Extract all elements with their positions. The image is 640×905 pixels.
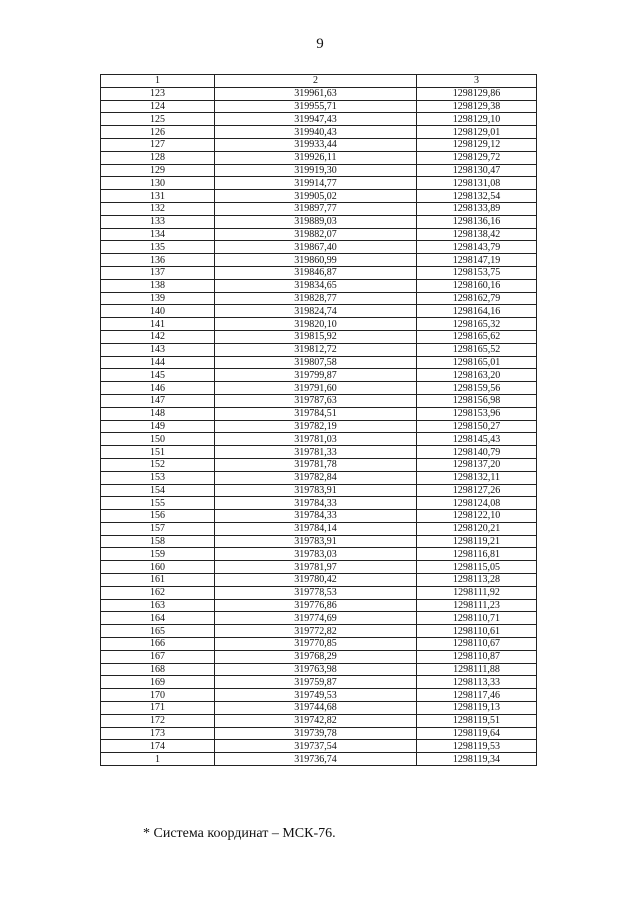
x-coordinate-cell: 319824,74 xyxy=(215,305,417,318)
point-number-cell: 131 xyxy=(101,190,215,203)
point-number-cell: 171 xyxy=(101,702,215,715)
point-number-cell: 145 xyxy=(101,369,215,382)
table-row xyxy=(101,663,537,676)
y-coordinate-cell: 1298130,47 xyxy=(417,164,537,177)
x-coordinate-cell: 319774,69 xyxy=(215,612,417,625)
table-row xyxy=(101,87,537,100)
point-number-cell: 174 xyxy=(101,740,215,753)
point-number-cell: 168 xyxy=(101,663,215,676)
y-coordinate-cell: 1298165,62 xyxy=(417,330,537,343)
table-row xyxy=(101,727,537,740)
table-row xyxy=(101,407,537,420)
table-row xyxy=(101,471,537,484)
x-coordinate-cell: 319905,02 xyxy=(215,190,417,203)
y-coordinate-cell: 1298129,12 xyxy=(417,138,537,151)
point-number-cell: 166 xyxy=(101,638,215,651)
y-coordinate-cell: 1298129,72 xyxy=(417,151,537,164)
y-coordinate-cell: 1298145,43 xyxy=(417,433,537,446)
x-coordinate-cell: 319784,33 xyxy=(215,510,417,523)
y-coordinate-cell: 1298137,20 xyxy=(417,458,537,471)
point-number-cell: 139 xyxy=(101,292,215,305)
x-coordinate-cell: 319828,77 xyxy=(215,292,417,305)
column-header: 2 xyxy=(215,75,417,88)
table-row xyxy=(101,138,537,151)
x-coordinate-cell: 319739,78 xyxy=(215,727,417,740)
y-coordinate-cell: 1298129,86 xyxy=(417,87,537,100)
y-coordinate-cell: 1298165,01 xyxy=(417,356,537,369)
x-coordinate-cell: 319772,82 xyxy=(215,625,417,638)
table-row xyxy=(101,484,537,497)
point-number-cell: 173 xyxy=(101,727,215,740)
point-number-cell: 125 xyxy=(101,113,215,126)
y-coordinate-cell: 1298111,23 xyxy=(417,599,537,612)
x-coordinate-cell: 319815,92 xyxy=(215,330,417,343)
y-coordinate-cell: 1298129,01 xyxy=(417,126,537,139)
x-coordinate-cell: 319742,82 xyxy=(215,714,417,727)
point-number-cell: 147 xyxy=(101,394,215,407)
point-number-cell: 169 xyxy=(101,676,215,689)
point-number-cell: 152 xyxy=(101,458,215,471)
x-coordinate-cell: 319778,53 xyxy=(215,586,417,599)
point-number-cell: 149 xyxy=(101,420,215,433)
y-coordinate-cell: 1298147,19 xyxy=(417,254,537,267)
y-coordinate-cell: 1298138,42 xyxy=(417,228,537,241)
table-row xyxy=(101,650,537,663)
x-coordinate-cell: 319736,74 xyxy=(215,753,417,766)
x-coordinate-cell: 319834,65 xyxy=(215,279,417,292)
y-coordinate-cell: 1298116,81 xyxy=(417,548,537,561)
point-number-cell: 142 xyxy=(101,330,215,343)
y-coordinate-cell: 1298163,20 xyxy=(417,369,537,382)
table-row xyxy=(101,599,537,612)
point-number-cell: 1 xyxy=(101,753,215,766)
point-number-cell: 160 xyxy=(101,561,215,574)
table-row xyxy=(101,356,537,369)
table-row xyxy=(101,548,537,561)
coordinates-table-body xyxy=(101,75,537,766)
y-coordinate-cell: 1298156,98 xyxy=(417,394,537,407)
table-row xyxy=(101,394,537,407)
point-number-cell: 146 xyxy=(101,382,215,395)
table-row xyxy=(101,625,537,638)
x-coordinate-cell: 319737,54 xyxy=(215,740,417,753)
x-coordinate-cell: 319860,99 xyxy=(215,254,417,267)
x-coordinate-cell: 319783,91 xyxy=(215,535,417,548)
x-coordinate-cell: 319961,63 xyxy=(215,87,417,100)
x-coordinate-cell: 319784,33 xyxy=(215,497,417,510)
table-row xyxy=(101,433,537,446)
x-coordinate-cell: 319882,07 xyxy=(215,228,417,241)
y-coordinate-cell: 1298143,79 xyxy=(417,241,537,254)
table-row xyxy=(101,497,537,510)
column-header: 3 xyxy=(417,75,537,88)
x-coordinate-cell: 319914,77 xyxy=(215,177,417,190)
x-coordinate-cell: 319768,29 xyxy=(215,650,417,663)
x-coordinate-cell: 319807,58 xyxy=(215,356,417,369)
y-coordinate-cell: 1298124,08 xyxy=(417,497,537,510)
table-row xyxy=(101,510,537,523)
table-row xyxy=(101,446,537,459)
table-row xyxy=(101,676,537,689)
x-coordinate-cell: 319781,78 xyxy=(215,458,417,471)
point-number-cell: 127 xyxy=(101,138,215,151)
y-coordinate-cell: 1298165,52 xyxy=(417,343,537,356)
point-number-cell: 155 xyxy=(101,497,215,510)
x-coordinate-cell: 319784,51 xyxy=(215,407,417,420)
y-coordinate-cell: 1298110,87 xyxy=(417,650,537,663)
x-coordinate-cell: 319947,43 xyxy=(215,113,417,126)
table-row xyxy=(101,740,537,753)
point-number-cell: 162 xyxy=(101,586,215,599)
table-row xyxy=(101,458,537,471)
y-coordinate-cell: 1298129,38 xyxy=(417,100,537,113)
x-coordinate-cell: 319781,03 xyxy=(215,433,417,446)
table-row xyxy=(101,266,537,279)
y-coordinate-cell: 1298113,33 xyxy=(417,676,537,689)
x-coordinate-cell: 319926,11 xyxy=(215,151,417,164)
page-number: 9 xyxy=(316,36,324,52)
x-coordinate-cell: 319919,30 xyxy=(215,164,417,177)
point-number-cell: 150 xyxy=(101,433,215,446)
point-number-cell: 128 xyxy=(101,151,215,164)
point-number-cell: 165 xyxy=(101,625,215,638)
x-coordinate-cell: 319820,10 xyxy=(215,318,417,331)
x-coordinate-cell: 319781,33 xyxy=(215,446,417,459)
point-number-cell: 170 xyxy=(101,689,215,702)
x-coordinate-cell: 319791,60 xyxy=(215,382,417,395)
y-coordinate-cell: 1298129,10 xyxy=(417,113,537,126)
point-number-cell: 135 xyxy=(101,241,215,254)
table-row xyxy=(101,151,537,164)
y-coordinate-cell: 1298153,75 xyxy=(417,266,537,279)
table-row xyxy=(101,126,537,139)
y-coordinate-cell: 1298165,32 xyxy=(417,318,537,331)
point-number-cell: 163 xyxy=(101,599,215,612)
y-coordinate-cell: 1298120,21 xyxy=(417,522,537,535)
point-number-cell: 172 xyxy=(101,714,215,727)
point-number-cell: 143 xyxy=(101,343,215,356)
y-coordinate-cell: 1298122,10 xyxy=(417,510,537,523)
table-row xyxy=(101,561,537,574)
table-row xyxy=(101,190,537,203)
x-coordinate-cell: 319776,86 xyxy=(215,599,417,612)
y-coordinate-cell: 1298115,05 xyxy=(417,561,537,574)
x-coordinate-cell: 319759,87 xyxy=(215,676,417,689)
y-coordinate-cell: 1298119,21 xyxy=(417,535,537,548)
point-number-cell: 138 xyxy=(101,279,215,292)
x-coordinate-cell: 319782,19 xyxy=(215,420,417,433)
table-row xyxy=(101,330,537,343)
point-number-cell: 144 xyxy=(101,356,215,369)
y-coordinate-cell: 1298140,79 xyxy=(417,446,537,459)
table-row xyxy=(101,586,537,599)
table-row xyxy=(101,113,537,126)
y-coordinate-cell: 1298119,13 xyxy=(417,702,537,715)
table-row xyxy=(101,241,537,254)
point-number-cell: 124 xyxy=(101,100,215,113)
table-row xyxy=(101,382,537,395)
point-number-cell: 158 xyxy=(101,535,215,548)
table-row xyxy=(101,254,537,267)
x-coordinate-cell: 319783,91 xyxy=(215,484,417,497)
y-coordinate-cell: 1298159,56 xyxy=(417,382,537,395)
table-row xyxy=(101,714,537,727)
point-number-cell: 132 xyxy=(101,202,215,215)
y-coordinate-cell: 1298110,67 xyxy=(417,638,537,651)
x-coordinate-cell: 319781,97 xyxy=(215,561,417,574)
point-number-cell: 159 xyxy=(101,548,215,561)
table-row xyxy=(101,305,537,318)
x-coordinate-cell: 319940,43 xyxy=(215,126,417,139)
table-row xyxy=(101,420,537,433)
x-coordinate-cell: 319897,77 xyxy=(215,202,417,215)
point-number-cell: 133 xyxy=(101,215,215,228)
column-header: 1 xyxy=(101,75,215,88)
point-number-cell: 136 xyxy=(101,254,215,267)
x-coordinate-cell: 319787,63 xyxy=(215,394,417,407)
x-coordinate-cell: 319780,42 xyxy=(215,574,417,587)
y-coordinate-cell: 1298119,53 xyxy=(417,740,537,753)
table-header-row xyxy=(101,75,537,88)
y-coordinate-cell: 1298111,88 xyxy=(417,663,537,676)
x-coordinate-cell: 319744,68 xyxy=(215,702,417,715)
table-row xyxy=(101,535,537,548)
y-coordinate-cell: 1298110,71 xyxy=(417,612,537,625)
point-number-cell: 140 xyxy=(101,305,215,318)
x-coordinate-cell: 319770,85 xyxy=(215,638,417,651)
table-row xyxy=(101,689,537,702)
x-coordinate-cell: 319784,14 xyxy=(215,522,417,535)
table-row xyxy=(101,228,537,241)
coordinates-table xyxy=(100,74,537,766)
point-number-cell: 157 xyxy=(101,522,215,535)
point-number-cell: 126 xyxy=(101,126,215,139)
y-coordinate-cell: 1298110,61 xyxy=(417,625,537,638)
x-coordinate-cell: 319933,44 xyxy=(215,138,417,151)
point-number-cell: 161 xyxy=(101,574,215,587)
table-row xyxy=(101,612,537,625)
table-row xyxy=(101,369,537,382)
table-row xyxy=(101,215,537,228)
table-row xyxy=(101,279,537,292)
point-number-cell: 151 xyxy=(101,446,215,459)
y-coordinate-cell: 1298132,11 xyxy=(417,471,537,484)
x-coordinate-cell: 319889,03 xyxy=(215,215,417,228)
x-coordinate-cell: 319763,98 xyxy=(215,663,417,676)
table-row xyxy=(101,164,537,177)
table-row xyxy=(101,100,537,113)
point-number-cell: 130 xyxy=(101,177,215,190)
y-coordinate-cell: 1298127,26 xyxy=(417,484,537,497)
coordinate-system-note: * Система координат – МСК-76. xyxy=(143,826,336,841)
y-coordinate-cell: 1298133,89 xyxy=(417,202,537,215)
y-coordinate-cell: 1298164,16 xyxy=(417,305,537,318)
point-number-cell: 123 xyxy=(101,87,215,100)
x-coordinate-cell: 319955,71 xyxy=(215,100,417,113)
table-row xyxy=(101,753,537,766)
x-coordinate-cell: 319782,84 xyxy=(215,471,417,484)
y-coordinate-cell: 1298119,64 xyxy=(417,727,537,740)
y-coordinate-cell: 1298111,92 xyxy=(417,586,537,599)
y-coordinate-cell: 1298153,96 xyxy=(417,407,537,420)
x-coordinate-cell: 319867,40 xyxy=(215,241,417,254)
x-coordinate-cell: 319812,72 xyxy=(215,343,417,356)
table-row xyxy=(101,574,537,587)
point-number-cell: 164 xyxy=(101,612,215,625)
table-row xyxy=(101,318,537,331)
y-coordinate-cell: 1298131,08 xyxy=(417,177,537,190)
table-row xyxy=(101,343,537,356)
x-coordinate-cell: 319783,03 xyxy=(215,548,417,561)
point-number-cell: 134 xyxy=(101,228,215,241)
point-number-cell: 148 xyxy=(101,407,215,420)
x-coordinate-cell: 319799,87 xyxy=(215,369,417,382)
x-coordinate-cell: 319846,87 xyxy=(215,266,417,279)
y-coordinate-cell: 1298119,34 xyxy=(417,753,537,766)
point-number-cell: 154 xyxy=(101,484,215,497)
point-number-cell: 141 xyxy=(101,318,215,331)
point-number-cell: 153 xyxy=(101,471,215,484)
point-number-cell: 167 xyxy=(101,650,215,663)
table-row xyxy=(101,522,537,535)
y-coordinate-cell: 1298150,27 xyxy=(417,420,537,433)
y-coordinate-cell: 1298136,16 xyxy=(417,215,537,228)
point-number-cell: 137 xyxy=(101,266,215,279)
y-coordinate-cell: 1298119,51 xyxy=(417,714,537,727)
y-coordinate-cell: 1298117,46 xyxy=(417,689,537,702)
table-row xyxy=(101,638,537,651)
y-coordinate-cell: 1298132,54 xyxy=(417,190,537,203)
table-row xyxy=(101,177,537,190)
y-coordinate-cell: 1298162,79 xyxy=(417,292,537,305)
y-coordinate-cell: 1298113,28 xyxy=(417,574,537,587)
table-row xyxy=(101,292,537,305)
y-coordinate-cell: 1298160,16 xyxy=(417,279,537,292)
point-number-cell: 156 xyxy=(101,510,215,523)
table-row xyxy=(101,702,537,715)
x-coordinate-cell: 319749,53 xyxy=(215,689,417,702)
table-row xyxy=(101,202,537,215)
point-number-cell: 129 xyxy=(101,164,215,177)
